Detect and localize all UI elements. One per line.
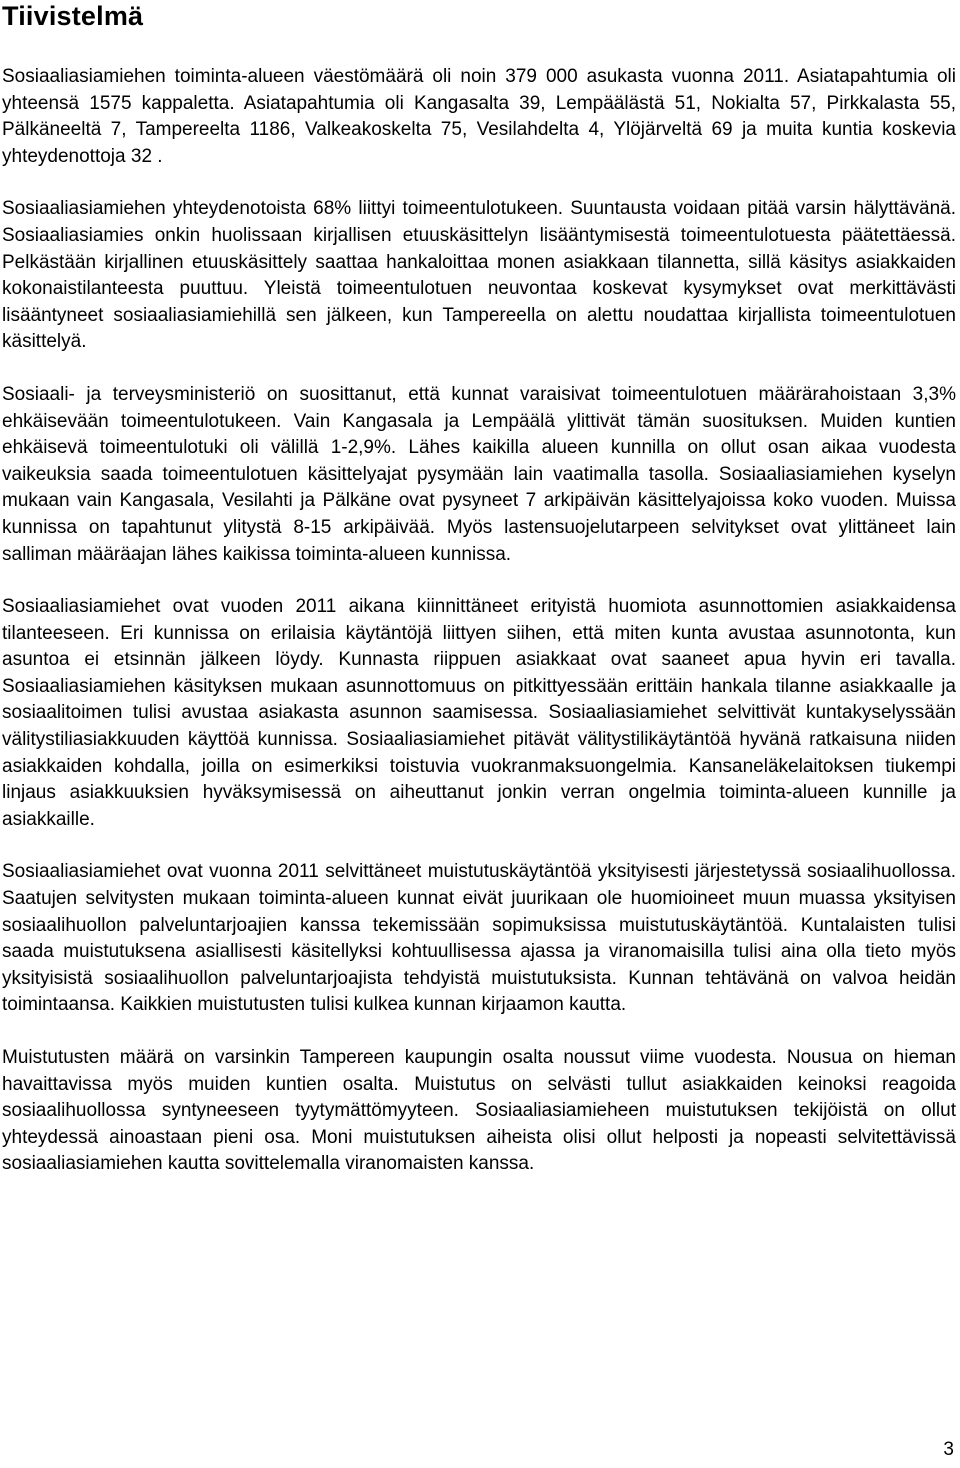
summary-body [2,64,956,1204]
page-title: Tiivistelmä [2,1,144,31]
paragraph-preventive-support: Sosiaali- ja terveysministeriö on suosittanut, että kunnat varaisivat toimeentulotuen määrärahoistaan 3,3% ehkäisevään toimeentulotukeen. Vain Kangasala ja Lempäälä ylittivät tämän suosituksen. Muiden kuntien ehkäisevä toimeentulotuki oli välillä 1-2,9%. Lähes kaikilla alueen kunnilla on ollut osan aikaa vuodesta vaikeuksia saada toimeentulotuen käsittelyajat pysymään lain vaatimalla tasolla. Sosiaaliasiamiehen kyselyn mukaan vain Kangasala, Vesilahti ja Pälkäne ovat pysyneet 7 arkipäivän käsittelyajoissa koko vuoden. Muissa kunnissa on tapahtunut ylitystä 8-15 arkipäivää. Myös lastensuojelutarpeen selvitykset ovat ylittäneet lain salliman määräajan lähes kaikissa toiminta-alueen kunnissa. [2,383,956,565]
paragraph-population: Sosiaaliasiamiehen toiminta-alueen väestömäärä oli noin 379 000 asukasta vuonna 2011. Asiatapahtumia oli yhteensä 1575 kappaletta. Asiatapahtumia oli Kangasalta 39, Lempäälästä 51, Nokialta 57, Pirkkalasta 55, Pälkäneeltä 7, Tampereelta 1186, Valkeakoskelta 75, Vesilahdelta 4, Ylöjärveltä 69 ja muita kuntia koskevia yhteydenottoja 32 . [2,66,956,167]
page-number: 3 [943,1439,954,1460]
paragraph-income-support: Sosiaaliasiamiehen yhteydenotoista 68% liittyi toimeentulotukeen. Suuntausta voidaan pitää varsin hälyttävänä. Sosiaaliasiamies onkin huolissaan kirjallisen etuuskäsittelyn lisääntymisestä toimeentulotuesta päätettäessä. Pelkästään kirjallinen etuuskäsittely saattaa hankaloittaa monen asiakkaan tilannetta, sillä käsitys asiakkaiden kokonaistilanteesta puuttuu. Yleistä toimeentulotuen neuvontaa koskevat kysymykset ovat merkittävästi lisääntyneet sosiaaliasiamiehillä sen jälkeen, kun Tampereella on alettu noudattaa kirjallista toimeentulotuen käsittelyä. [2,198,956,353]
paragraph-private-social-care: Sosiaaliasiamiehet ovat vuonna 2011 selvittäneet muistutuskäytäntöä yksityisesti järjestetyssä sosiaalihuollossa. Saatujen selvitysten mukaan toiminta-alueen kunnat eivät juurikaan ole huomioineet muun muassa yksityisen sosiaalihuollon palveluntarjoajien kanssa tekemissään sopimuksissa muistutuskäytäntöä. Kuntalaisten tulisi saada muistutuksena asiallisesti käsitellyksi kohtuullisessa ajassa ja viranomaisilla tulisi aina olla tieto myös yksityisistä sosiaalihuollon palveluntarjoajista tehdyistä muistutuksista. Kunnan tehtävänä on valvoa heidän toimintaansa. Kaikkien muistutusten tulisi kulkea kunnan kirjaamon kautta. [2,861,956,1016]
paragraph-complaints: Muistutusten määrä on varsinkin Tampereen kaupungin osalta noussut viime vuodesta. Nousua on hieman havaittavissa myös muiden kuntien osalta. Muistutus on selvästi tullut asiakkaiden keinoksi reagoida sosiaalihuollossa syntyneeseen tyytymättömyyteen. Sosiaaliasiamieheen muistutuksen tekijöistä on ollut yhteydessä ainoastaan pieni osa. Moni muistutuksen aiheista olisi ollut helposti ja nopeasti selvitettävissä sosiaaliasiamiehen kautta sovittelemalla viranomaisten kanssa. [2,1047,956,1175]
paragraph-homelessness: Sosiaaliasiamiehet ovat vuoden 2011 aikana kiinnittäneet erityistä huomiota asunnottomien asiakkaidensa tilanteeseen. Eri kunnissa on erilaisia käytäntöjä liittyen siihen, että miten kunta avustaa asunnotonta, kun asuntoa ei etsinnän jälkeen löydy. Kunnasta riippuen asiakkaat ovat saaneet apua hyvin eri tavalla. Sosiaaliasiamiehen käsityksen mukaan asunnottomuus on pitkittyessään erittäin hankala tilanne asiakkaalle ja sosiaalitoimen tulisi avustaa asiakasta asunnon saamisessa. Sosiaaliasiamiehet selvittivät kuntakyselyssään välitystiliasiakkuuden käyttöä kunnissa. Sosiaaliasiamiehet pitävät välitystilikäytäntöä hyvänä ratkaisuna niiden asiakkaiden kohdalla, joilla on esimerkiksi toistuvia vuokranmaksuongelmia. Kansaneläkelaitoksen tiukempi linjaus asiakkuuksien hyväksymisessä on aiheuttanut jonkin verran ongelmia toiminta-alueen kunnille ja asiakkaille. [2,596,956,830]
